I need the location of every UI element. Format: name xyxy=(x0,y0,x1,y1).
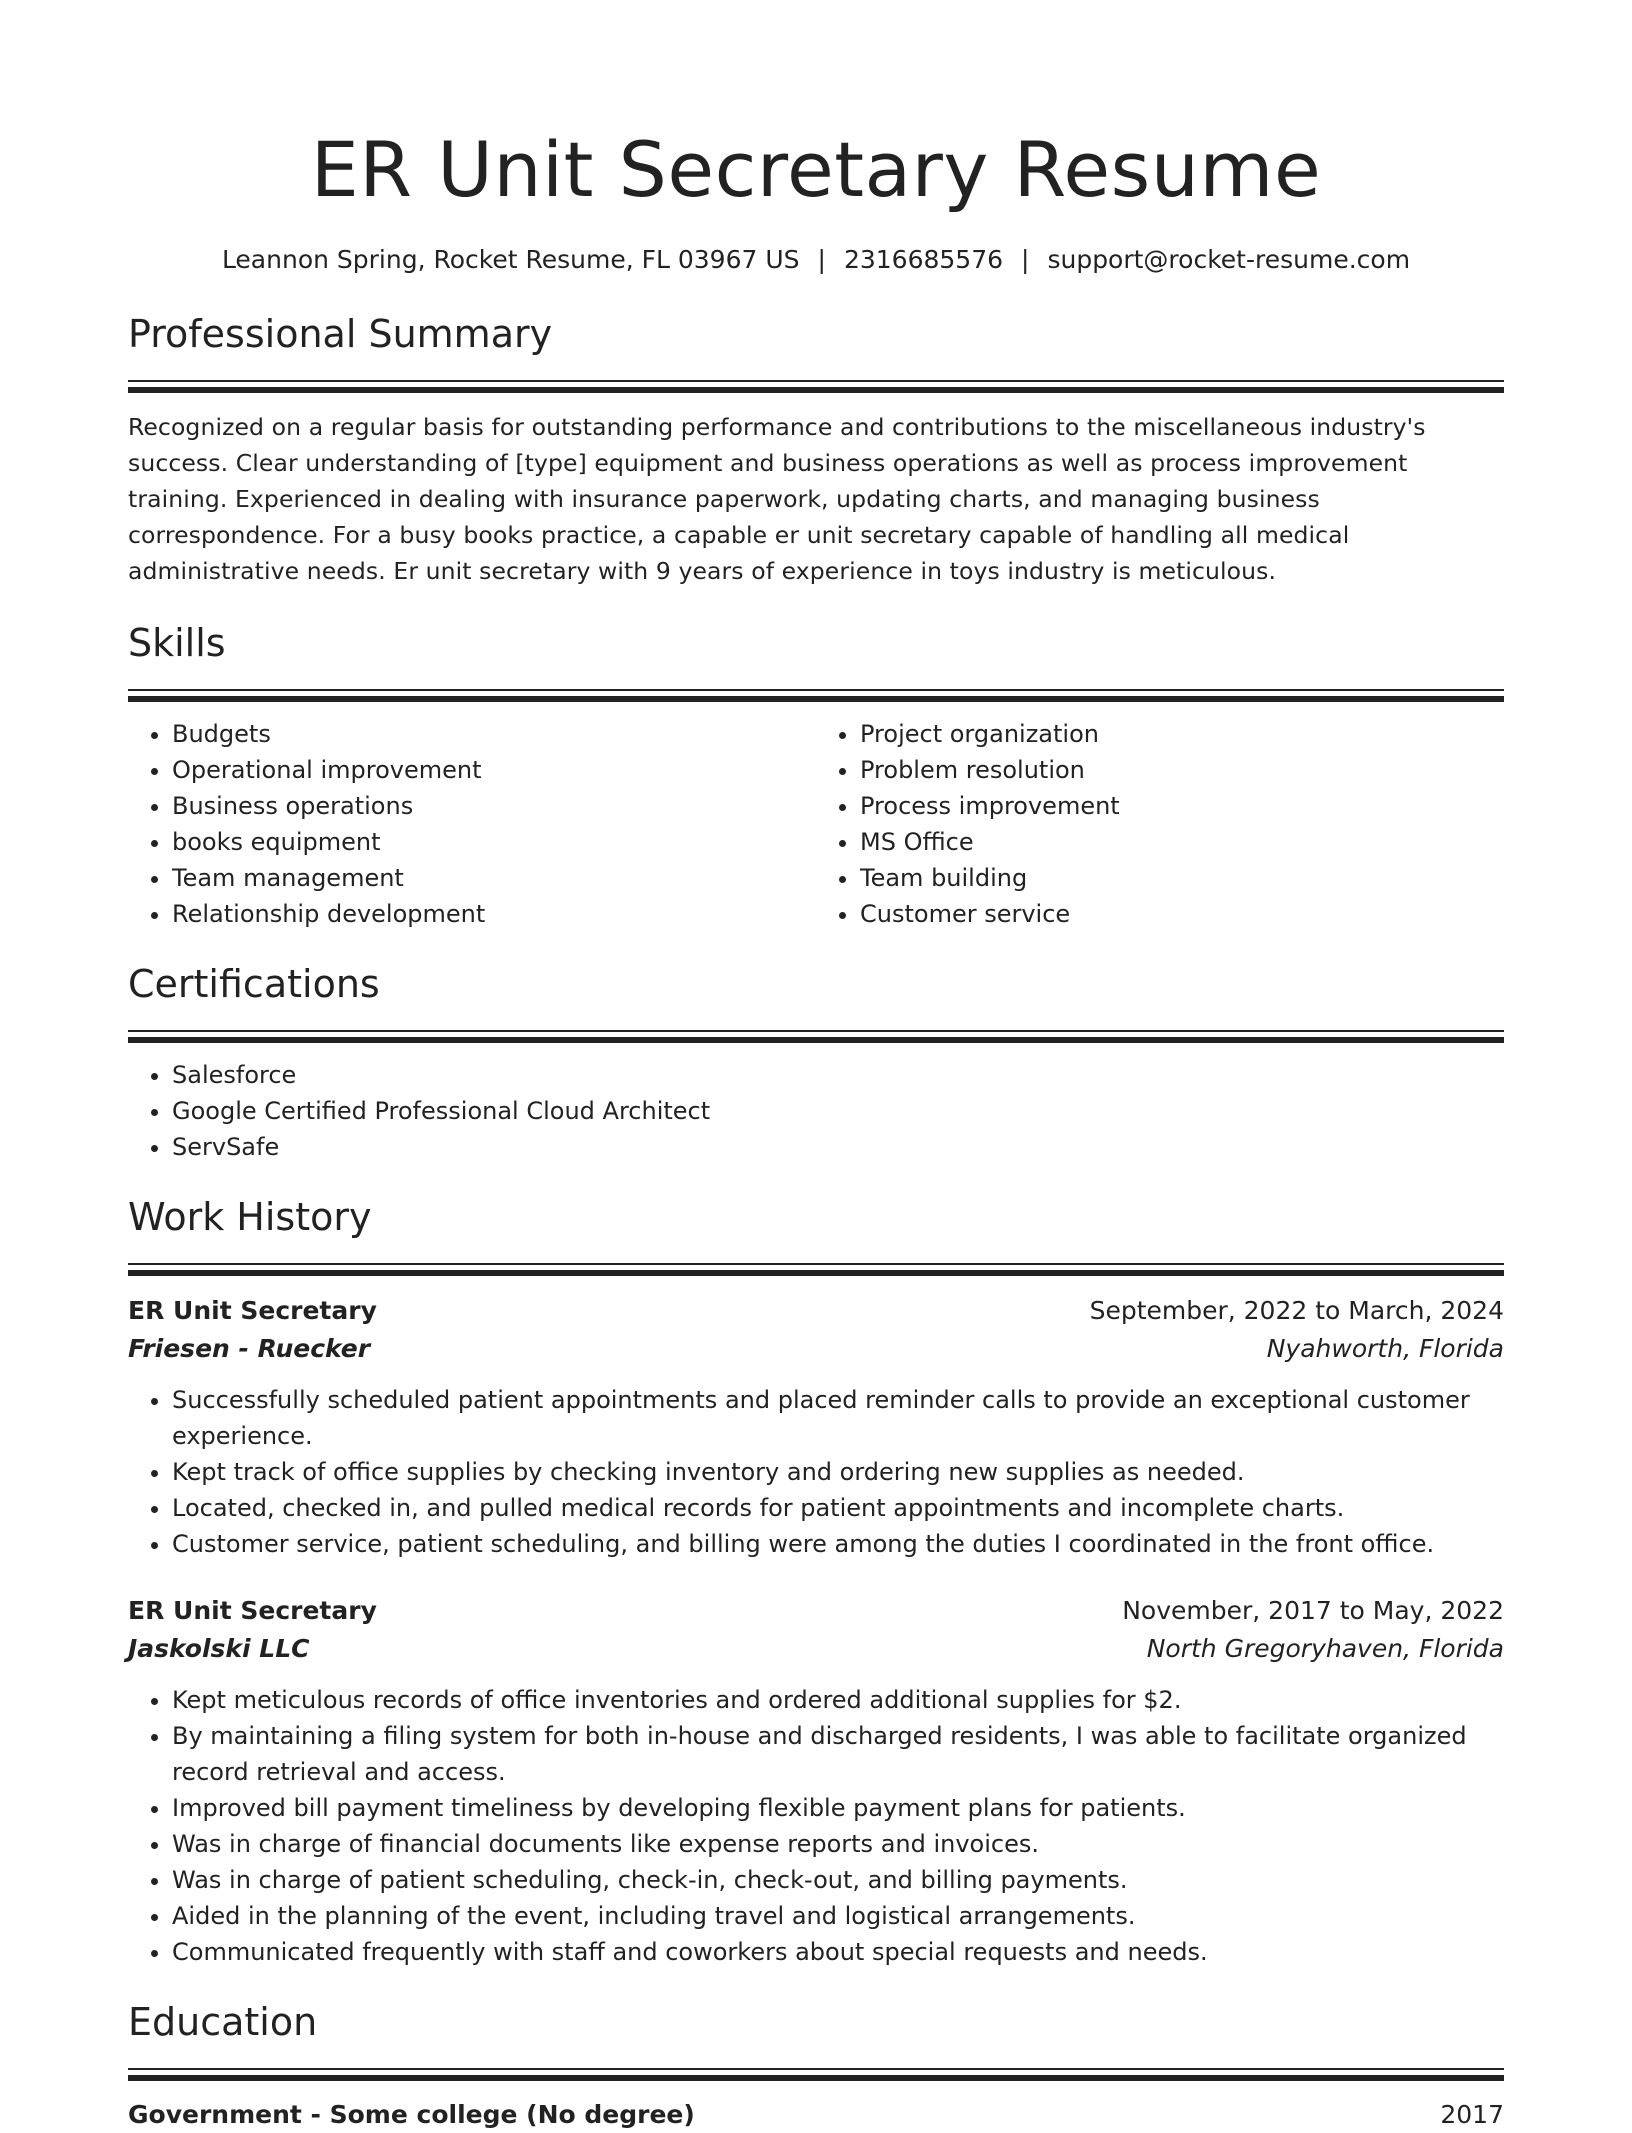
skill-item: • Team building xyxy=(860,860,1504,896)
skills-section xyxy=(128,617,1504,932)
job-location: Nyahworth, Florida xyxy=(1266,1334,1504,1363)
job-bullet: • Communicated frequently with staff and coworkers about special requests and needs. xyxy=(172,1934,1504,1970)
section-divider xyxy=(128,1030,1504,1043)
section-divider xyxy=(128,689,1504,702)
section-divider xyxy=(128,2068,1504,2081)
certifications-section xyxy=(128,958,1504,1165)
job-bullet: • Aided in the planning of the event, including travel and logistical arrangements. xyxy=(172,1898,1504,1934)
summary-section xyxy=(128,308,1504,589)
job-subheader xyxy=(128,1330,1504,1368)
certifications-list xyxy=(128,1057,1504,1165)
skills-columns xyxy=(128,716,1504,932)
job-company: Jaskolski LLC xyxy=(128,1634,310,1663)
job-header xyxy=(128,1292,1504,1330)
skill-item: • Project organization xyxy=(860,716,1504,752)
skills-left-list xyxy=(128,716,816,932)
job-bullet: • Was in charge of financial documents like expense reports and invoices. xyxy=(172,1826,1504,1862)
job-bullet: • Kept track of office supplies by checking inventory and ordering new supplies as needed. xyxy=(172,1454,1504,1490)
job-dates: September, 2022 to March, 2024 xyxy=(1089,1296,1504,1325)
education-entry xyxy=(128,2097,1504,2133)
skill-item: • Business operations xyxy=(172,788,816,824)
skill-item: • books equipment xyxy=(172,824,816,860)
resume-page xyxy=(128,0,1504,2133)
job-bullet: • Successfully scheduled patient appointments and placed reminder calls to provide an exceptional customer experience. xyxy=(172,1382,1504,1454)
job-subheader xyxy=(128,1630,1504,1668)
job-header xyxy=(128,1592,1504,1630)
skills-heading: Skills xyxy=(128,621,226,665)
skill-item: • Team management xyxy=(172,860,816,896)
section-divider xyxy=(128,380,1504,393)
job-title: ER Unit Secretary xyxy=(128,1596,377,1625)
contact-address: Leannon Spring, Rocket Resume, FL 03967 US xyxy=(221,245,800,274)
certification-item: • Google Certified Professional Cloud Architect xyxy=(172,1093,1504,1129)
contact-email: support@rocket-resume.com xyxy=(1047,245,1411,274)
section-divider xyxy=(128,1263,1504,1276)
work-history-heading: Work History xyxy=(128,1195,372,1239)
job-bullet: • Customer service, patient scheduling, and billing were among the duties I coordinated in the front office. xyxy=(172,1526,1504,1562)
contact-line xyxy=(128,242,1504,278)
job-bullet: • Improved bill payment timeliness by developing flexible payment plans for patients. xyxy=(172,1790,1504,1826)
skill-item: • MS Office xyxy=(860,824,1504,860)
resume-title: ER Unit Secretary Resume xyxy=(310,125,1322,214)
contact-phone: 2316685576 xyxy=(843,245,1004,274)
job-company: Friesen - Ruecker xyxy=(128,1334,371,1363)
summary-heading: Professional Summary xyxy=(128,312,553,356)
skill-item: • Problem resolution xyxy=(860,752,1504,788)
job-bullet: • By maintaining a filing system for both in-house and discharged residents, I was able to facilitate organized record retrieval and access. xyxy=(172,1718,1504,1790)
certification-item: • Salesforce xyxy=(172,1057,1504,1093)
job-bullets xyxy=(128,1682,1504,1970)
certification-item: • ServSafe xyxy=(172,1129,1504,1165)
job-title: ER Unit Secretary xyxy=(128,1296,377,1325)
job-bullet: • Located, checked in, and pulled medical records for patient appointments and incomplete charts. xyxy=(172,1490,1504,1526)
job-location: North Gregoryhaven, Florida xyxy=(1146,1634,1504,1663)
job-bullet: • Was in charge of patient scheduling, check-in, check-out, and billing payments. xyxy=(172,1862,1504,1898)
skills-right-list xyxy=(816,716,1504,932)
job-entry xyxy=(128,1592,1504,1970)
job-bullets xyxy=(128,1382,1504,1562)
skill-item: • Budgets xyxy=(172,716,816,752)
education-school: Government - Some college (No degree) xyxy=(128,2100,695,2129)
contact-separator: | xyxy=(817,245,826,274)
job-dates: November, 2017 to May, 2022 xyxy=(1122,1596,1504,1625)
education-year: 2017 xyxy=(1440,2100,1504,2129)
education-heading: Education xyxy=(128,2000,318,2044)
job-entry xyxy=(128,1292,1504,1562)
education-section xyxy=(128,1996,1504,2133)
skill-item: • Process improvement xyxy=(860,788,1504,824)
skill-item: • Operational improvement xyxy=(172,752,816,788)
skill-item: • Relationship development xyxy=(172,896,816,932)
work-history-section xyxy=(128,1191,1504,1970)
certifications-heading: Certifications xyxy=(128,962,380,1006)
summary-text: Recognized on a regular basis for outstanding performance and contributions to the miscellaneous industry's success. Clear understanding of [type] equipment and business operations as well as process improvement training. Experienced in dealing with insurance paperwork, updating charts, and managing business correspondence. For a busy books practice, a capable er unit secretary capable of handling all medical administrative needs. Er unit secretary with 9 years of experience in toys industry is meticulous. xyxy=(128,413,1426,585)
skill-item: • Customer service xyxy=(860,896,1504,932)
job-bullet: • Kept meticulous records of office inventories and ordered additional supplies for $2. xyxy=(172,1682,1504,1718)
contact-separator: | xyxy=(1021,245,1030,274)
